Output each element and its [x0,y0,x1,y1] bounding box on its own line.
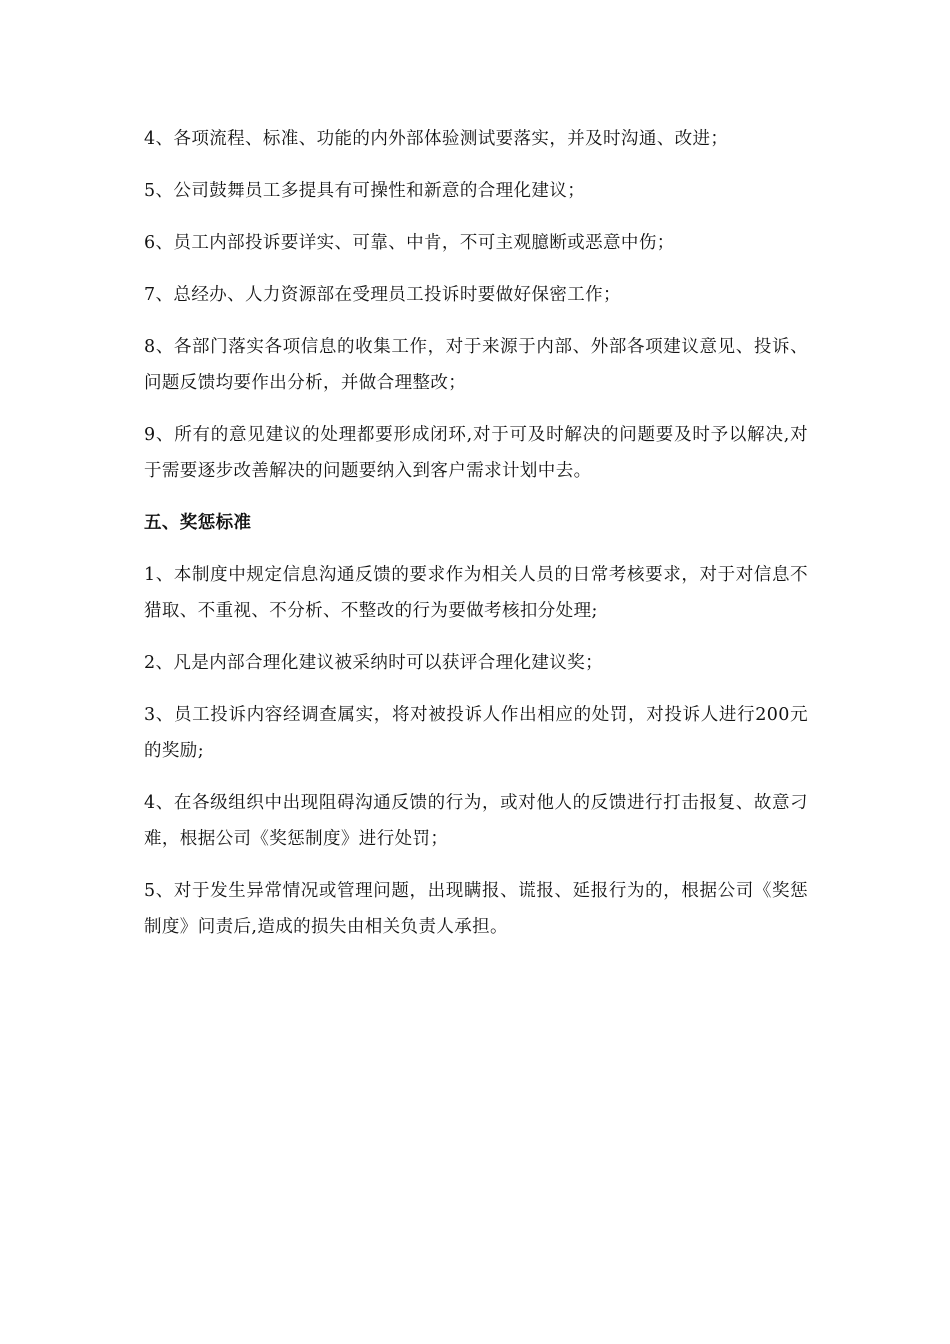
reward-item-3: 3、员工投诉内容经调查属实，将对被投诉人作出相应的处罚，对投诉人进行200元的奖励; [144,705,808,761]
reward-item-5: 5、对于发生异常情况或管理问题，出现瞒报、谎报、延报行为的，根据公司《奖惩制度》问责后,造成的损失由相关负责人承担。 [144,881,808,937]
reward-item-1: 1、本制度中规定信息沟通反馈的要求作为相关人员的日常考核要求，对于对信息不猎取、不重视、不分析、不整改的行为要做考核扣分处理; [144,565,808,621]
item-9: 9、所有的意见建议的处理都要形成闭环,对于可及时解决的问题要及时予以解决,对于需要逐步改善解决的问题要纳入到客户需求计划中去。 [144,425,808,481]
item-5: 5、公司鼓舞员工多提具有可操性和新意的合理化建议； [144,181,586,201]
reward-item-2: 2、凡是内部合理化建议被采纳时可以获评合理化建议奖； [144,653,604,673]
item-8: 8、各部门落实各项信息的收集工作，对于来源于内部、外部各项建议意见、投诉、问题反馈均要作出分析，并做合理整改； [144,337,808,393]
reward-item-4: 4、在各级组织中出现阻碍沟通反馈的行为，或对他人的反馈进行打击报复、故意刁难，根据公司《奖惩制度》进行处罚； [144,793,808,849]
item-6: 6、员工内部投诉要详实、可靠、中肯，不可主观臆断或恶意中伤； [144,233,675,253]
document-body [144,121,808,961]
item-7: 7、总经办、人力资源部在受理员工投诉时要做好保密工作； [144,285,621,305]
section-heading-rewards-penalties: 五、奖惩标准 [144,513,252,533]
item-4: 4、各项流程、标准、功能的内外部体验测试要落实，并及时沟通、改进； [144,129,729,149]
